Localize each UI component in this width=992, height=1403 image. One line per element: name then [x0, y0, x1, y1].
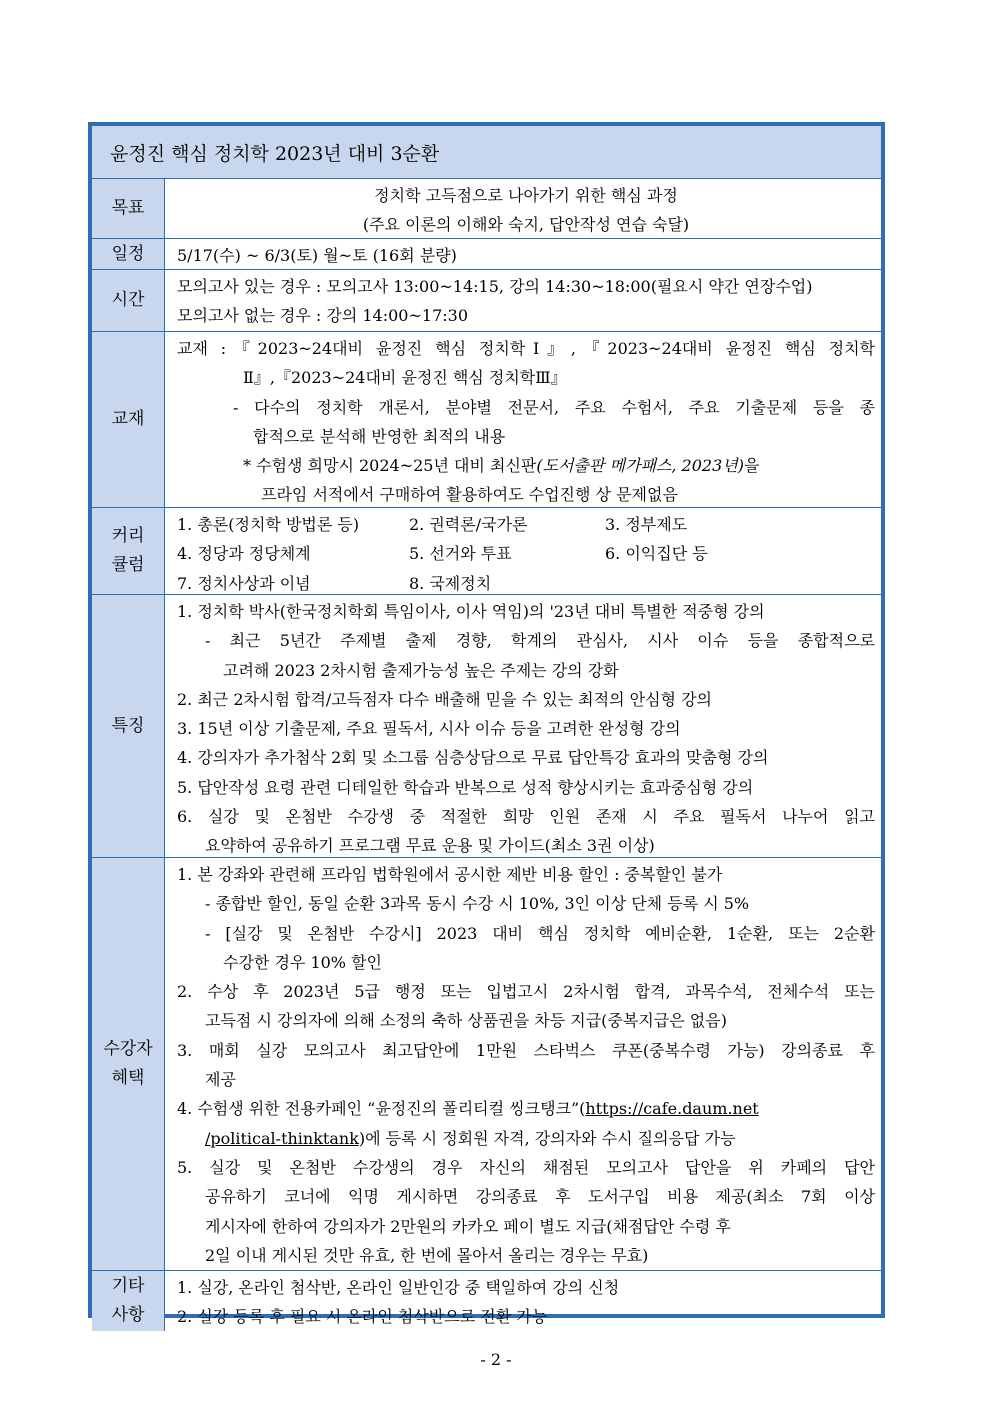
curriculum-item: 5. 선거와 투표 — [409, 544, 512, 564]
benefit-subitem: 수강한 경우 10% 할인 — [223, 952, 383, 972]
benefit-item: 1. 본 강좌와 관련해 프라임 법학원에서 공시한 제반 비용 할인 : 중복할인 불가 — [177, 865, 723, 884]
benefit-subitem: - [실강 및 온첨반 수강시] 2023 대비 핵심 정치학 예비순환, 1순환, 또는 2순환 — [205, 923, 875, 943]
features-label: 특징 — [92, 595, 165, 857]
benefits-row — [92, 858, 881, 1271]
feature-subitem: 고려해 2023 2차시험 출제가능성 높은 주제는 강의 강화 — [223, 660, 619, 680]
etc-label-2: 사항 — [111, 1305, 145, 1325]
textbook-line-5-post: 을 — [743, 456, 760, 476]
textbook-content — [165, 332, 881, 507]
curriculum-label — [92, 508, 165, 594]
etc-label-1: 기타 — [111, 1276, 145, 1296]
textbook-label: 교재 — [92, 332, 165, 507]
benefits-label-1: 수강자 — [103, 1039, 153, 1059]
feature-item: 4. 강의자가 추가첨삭 2회 및 소그룹 심층상담으로 무료 답안특강 효과의 맞춤형 강의 — [177, 748, 769, 768]
goal-row — [92, 179, 881, 239]
textbook-line-1: 교재 :『2023~24대비 윤정진 핵심 정치학Ⅰ』,『2023~24대비 윤정진 핵심 정치학 — [177, 339, 875, 358]
schedule-content: 5/17(수) ~ 6/3(토) 월~토 (16회 분량) — [177, 246, 457, 265]
textbook-line-5 — [177, 451, 875, 480]
features-content — [165, 595, 881, 857]
benefits-label-2: 혜택 — [111, 1068, 145, 1088]
feature-item: 1. 정치학 박사(한국정치학회 특임이사, 이사 역임)의 '23년 대비 특별한 적중형 강의 — [177, 602, 765, 621]
benefit-subitem: 고득점 시 강의자에 의해 소정의 축하 상품권을 차등 지급(중복지급은 없음) — [205, 1011, 727, 1031]
benefit-item: 3. 매회 실강 모의고사 최고답안에 1만원 스타벅스 쿠폰(중복수령 가능) 강의종료 후 — [177, 1040, 875, 1060]
feature-item: 3. 15년 이상 기출문제, 주요 필독서, 시사 이슈 등을 고려한 완성형 강의 — [177, 719, 681, 739]
feature-subitem: 요약하여 공유하기 프로그램 무료 운용 및 가이드(최소 3권 이상) — [205, 836, 655, 856]
textbook-line-3: - 다수의 정치학 개론서, 분야별 전문서, 주요 수험서, 주요 기출문제 등을 종 — [233, 397, 875, 417]
page-number: - 2 - — [480, 1350, 512, 1369]
cafe-link-cont[interactable]: /political-thinktank — [205, 1128, 359, 1148]
etc-item: 1. 실강, 온라인 첨삭반, 온라인 일반인강 중 택일하여 강의 신청 — [177, 1278, 620, 1297]
textbook-line-5-pre: * 수험생 희망시 2024~25년 대비 최신판 — [243, 456, 537, 476]
time-label: 시간 — [92, 270, 165, 331]
curriculum-item: 7. 정치사상과 이념 — [177, 573, 311, 593]
goal-label: 목표 — [92, 179, 165, 238]
benefit-item — [177, 1094, 875, 1123]
curriculum-item: 2. 권력론/국가론 — [409, 515, 528, 534]
benefit-subitem: 공유하기 코너에 익명 게시하면 강의종료 후 도서구입 비용 제공(최소 7회 이상 — [205, 1187, 875, 1207]
benefit-subitem: 제공 — [205, 1070, 236, 1090]
textbook-line-6: 프라임 서적에서 구매하여 활용하여도 수업진행 상 문제없음 — [261, 485, 678, 505]
curriculum-content — [165, 508, 881, 594]
goal-line-2: (주요 이론의 이해와 숙지, 답안작성 연습 숙달) — [362, 215, 690, 235]
goal-line-1: 정치학 고득점으로 나아가기 위한 핵심 과정 — [374, 186, 678, 205]
curriculum-item: 8. 국제정치 — [409, 573, 492, 593]
curriculum-item: 3. 정부제도 — [605, 515, 688, 534]
schedule-row — [92, 239, 881, 270]
benefit-4-pre: 4. 수험생 위한 전용카페인 “윤정진의 폴리티컬 씽크탱크”( — [177, 1099, 586, 1119]
time-line-2: 모의고사 없는 경우 : 강의 14:00~17:30 — [177, 306, 469, 326]
cafe-link[interactable]: https://cafe.daum.net — [585, 1099, 759, 1119]
benefit-subitem: - 종합반 할인, 동일 순환 3과목 동시 수강 시 10%, 3인 이상 단체 등록 시 5% — [205, 894, 750, 914]
benefit-item: 2. 수상 후 2023년 5급 행정 또는 입법고시 2차시험 합격, 과목수석, 전체수석 또는 — [177, 982, 875, 1002]
benefit-subitem — [177, 1124, 875, 1153]
curriculum-item: 1. 총론(정치학 방법론 등) — [177, 515, 360, 534]
curriculum-item: 6. 이익집단 등 — [605, 544, 708, 564]
curriculum-row — [92, 508, 881, 595]
curriculum-label-1: 커리 — [111, 526, 145, 546]
benefits-label — [92, 858, 165, 1270]
etc-content — [165, 1271, 881, 1331]
time-line-1: 모의고사 있는 경우 : 모의고사 13:00~14:15, 강의 14:30~18:00(필요시 약간 연장수업) — [177, 277, 813, 296]
feature-item: 6. 실강 및 온첨반 수강생 중 적절한 희망 인원 존재 시 주요 필독서 나누어 읽고 — [177, 807, 875, 827]
benefit-item: 5. 실강 및 온첨반 수강생의 경우 자신의 채점된 모의고사 답안을 위 카페의 답안 — [177, 1157, 875, 1177]
curriculum-label-2: 큘럼 — [111, 555, 145, 575]
feature-item: 5. 답안작성 요령 관련 디테일한 학습과 반복으로 성적 향상시키는 효과중심형 강의 — [177, 777, 754, 797]
curriculum-item: 4. 정당과 정당체계 — [177, 544, 311, 564]
textbook-line-4: 합적으로 분석해 반영한 최적의 내용 — [253, 426, 506, 446]
schedule-label: 일정 — [92, 239, 165, 269]
etc-label — [92, 1271, 165, 1331]
textbook-row — [92, 332, 881, 508]
feature-subitem: - 최근 5년간 주제별 출제 경향, 학계의 관심사, 시사 이슈 등을 종합적으로 — [205, 631, 875, 651]
benefits-content — [165, 858, 881, 1270]
textbook-publisher: (도서출판 메가패스, 2023년) — [536, 456, 744, 476]
etc-item: 2. 실강 등록 후 필요 시 온라인 첨삭반으로 전환 가능 — [177, 1307, 548, 1327]
course-info-table — [88, 122, 885, 1327]
feature-item: 2. 최근 2차시험 합격/고득점자 다수 배출해 믿을 수 있는 최적의 안심형 강의 — [177, 689, 713, 709]
benefit-4-post: )에 등록 시 정회원 자격, 강의자와 수시 질의응답 가능 — [358, 1128, 736, 1148]
goal-content — [165, 179, 881, 238]
course-title: 윤정진 핵심 정치학 2023년 대비 3순환 — [92, 126, 881, 179]
benefit-subitem: 2일 이내 게시된 것만 유효, 한 번에 몰아서 올리는 경우는 무효) — [205, 1245, 649, 1265]
features-row — [92, 595, 881, 858]
time-content — [165, 270, 881, 331]
textbook-line-2: Ⅱ』,『2023~24대비 윤정진 핵심 정치학Ⅲ』 — [243, 368, 567, 388]
etc-row — [92, 1271, 881, 1331]
benefit-subitem: 게시자에 한하여 강의자가 2만원의 카카오 페이 별도 지급(채점답안 수령 후 — [205, 1216, 731, 1236]
time-row — [92, 270, 881, 332]
